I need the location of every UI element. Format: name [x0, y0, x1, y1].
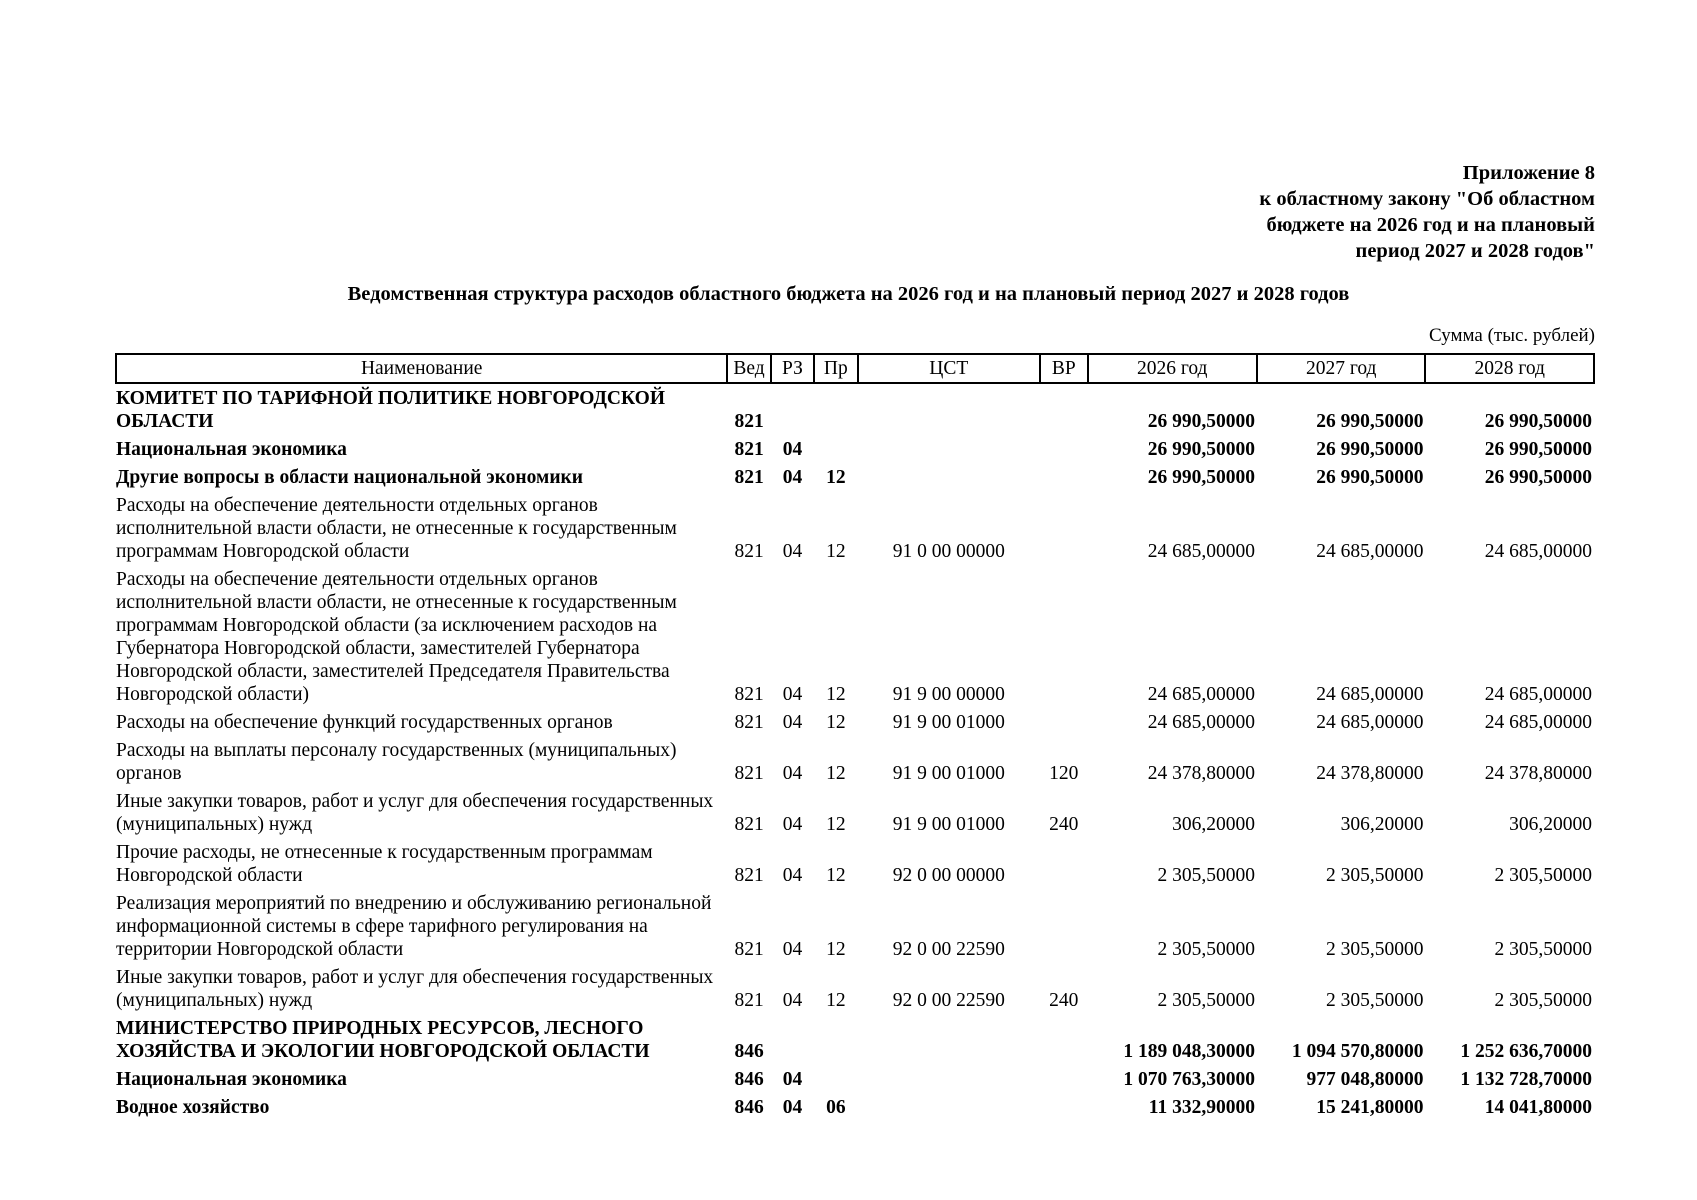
cell-vr: 240 — [1049, 990, 1079, 1011]
cell-rz: 04 — [782, 712, 803, 733]
unit-label: Сумма (тыс. рублей) — [1429, 325, 1595, 346]
cell-vr — [1040, 708, 1087, 736]
cell-pr: 12 — [826, 814, 846, 835]
cell-vr — [1040, 1014, 1087, 1065]
cell-rz: 04 — [782, 1097, 803, 1118]
cell-name: Расходы на выплаты персоналу государственных (муниципальных) органов — [116, 740, 677, 784]
table-row — [116, 491, 1594, 565]
cell-2028: 1 252 636,70000 — [1460, 1041, 1592, 1062]
cell-name: Расходы на обеспечение деятельности отдельных органов исполнительной власти области, не отнесенные к государственным программам Новгородской области — [116, 495, 677, 562]
cell-name: Расходы на обеспечение деятельности отдельных органов исполнительной власти области, не отнесенные к государственным программам Новгородской области (за исключением расходов на Губернатора Новгородской области, заместителей Губернатора Новгородской области, заместителей Председателя Правительства Новгородской области) — [116, 569, 677, 705]
table-row — [116, 708, 1594, 736]
cell-rz: 04 — [782, 814, 803, 835]
cell-rz: 04 — [782, 990, 803, 1011]
cell-2026: 2 305,50000 — [1157, 939, 1255, 960]
cell-cst: 91 9 00 00000 — [892, 684, 1005, 705]
cell-cst: 92 0 00 22590 — [892, 990, 1005, 1011]
cell-ved: 846 — [734, 1097, 764, 1118]
cell-pr: 12 — [826, 990, 846, 1011]
appendix-line-2: к областному закону "Об областном — [1259, 188, 1595, 210]
cell-2028: 26 990,50000 — [1484, 439, 1592, 460]
col-header-name: Наименование — [116, 354, 727, 383]
cell-rz: 04 — [782, 467, 803, 488]
cell-2026: 24 378,80000 — [1147, 763, 1255, 784]
cell-2027: 1 094 570,80000 — [1291, 1041, 1424, 1062]
cell-2026: 2 305,50000 — [1157, 990, 1255, 1011]
table-row — [116, 383, 1594, 435]
cell-2027: 15 241,80000 — [1316, 1097, 1424, 1118]
table-row — [116, 1093, 1594, 1121]
cell-rz: 04 — [782, 541, 803, 562]
cell-rz: 04 — [782, 1069, 803, 1090]
cell-2027: 24 685,00000 — [1316, 712, 1424, 733]
cell-cst — [858, 435, 1041, 463]
cell-pr: 06 — [826, 1097, 846, 1118]
cell-2027: 26 990,50000 — [1316, 467, 1424, 488]
cell-ved: 821 — [734, 814, 764, 835]
col-header-pr: Пр — [814, 354, 857, 383]
table-row — [116, 565, 1594, 708]
cell-vr — [1040, 1093, 1087, 1121]
cell-2027: 306,20000 — [1340, 814, 1424, 835]
cell-name: Реализация мероприятий по внедрению и обслуживанию региональной информационной системы в сфере тарифного регулирования на территории Новгородской области — [116, 893, 712, 960]
cell-rz: 04 — [782, 439, 803, 460]
cell-ved: 821 — [734, 939, 764, 960]
cell-ved: 821 — [734, 712, 764, 733]
col-header-rz: РЗ — [771, 354, 814, 383]
cell-cst: 91 9 00 01000 — [892, 712, 1005, 733]
cell-2026: 1 070 763,30000 — [1123, 1069, 1255, 1090]
cell-2028: 1 132 728,70000 — [1460, 1069, 1592, 1090]
table-row — [116, 1065, 1594, 1093]
cell-rz: 04 — [782, 865, 803, 886]
cell-rz: 04 — [782, 939, 803, 960]
cell-cst: 92 0 00 22590 — [892, 939, 1005, 960]
cell-name: КОМИТЕТ ПО ТАРИФНОЙ ПОЛИТИКЕ НОВГОРОДСКОЙ ОБЛАСТИ — [116, 388, 665, 432]
cell-2028: 24 685,00000 — [1484, 684, 1592, 705]
cell-pr: 12 — [826, 684, 846, 705]
col-header-2028: 2028 год — [1425, 354, 1594, 383]
cell-2027: 977 048,80000 — [1306, 1069, 1424, 1090]
cell-rz — [771, 383, 814, 435]
cell-vr — [1040, 435, 1087, 463]
cell-2026: 11 332,90000 — [1148, 1097, 1255, 1118]
cell-pr: 12 — [826, 865, 846, 886]
cell-2028: 2 305,50000 — [1494, 865, 1592, 886]
cell-cst: 91 9 00 01000 — [892, 814, 1005, 835]
cell-2026: 24 685,00000 — [1147, 541, 1255, 562]
cell-name: Другие вопросы в области национальной экономики — [116, 467, 584, 488]
cell-name: Иные закупки товаров, работ и услуг для обеспечения государственных (муниципальных) нужд — [116, 791, 714, 835]
appendix-line-4: период 2027 и 2028 годов" — [1355, 240, 1595, 262]
table-row — [116, 963, 1594, 1014]
table-row — [116, 736, 1594, 787]
cell-cst — [858, 1065, 1041, 1093]
cell-name: Иные закупки товаров, работ и услуг для обеспечения государственных (муниципальных) нужд — [116, 967, 714, 1011]
cell-ved: 821 — [734, 411, 764, 432]
table-header-row — [116, 354, 1594, 383]
cell-rz — [771, 1014, 814, 1065]
cell-cst — [858, 1014, 1041, 1065]
cell-pr: 12 — [826, 939, 846, 960]
table-row — [116, 787, 1594, 838]
cell-2026: 26 990,50000 — [1147, 411, 1255, 432]
cell-2026: 26 990,50000 — [1147, 439, 1255, 460]
cell-2028: 24 685,00000 — [1484, 541, 1592, 562]
table-row — [116, 1014, 1594, 1065]
appendix-note — [1075, 160, 1595, 264]
cell-cst: 91 0 00 00000 — [892, 541, 1005, 562]
cell-2027: 2 305,50000 — [1325, 990, 1424, 1011]
cell-name: Расходы на обеспечение функций государственных органов — [116, 712, 613, 733]
cell-name: МИНИСТЕРСТВО ПРИРОДНЫХ РЕСУРСОВ, ЛЕСНОГО ХОЗЯЙСТВА И ЭКОЛОГИИ НОВГОРОДСКОЙ ОБЛАСТИ — [116, 1018, 650, 1062]
cell-ved: 821 — [734, 865, 764, 886]
cell-2027: 26 990,50000 — [1316, 439, 1424, 460]
cell-pr: 12 — [826, 712, 846, 733]
cell-vr: 120 — [1049, 763, 1079, 784]
cell-ved: 821 — [734, 990, 764, 1011]
cell-name: Национальная экономика — [116, 1069, 347, 1090]
cell-pr — [814, 1065, 857, 1093]
col-header-cst: ЦСТ — [858, 354, 1041, 383]
cell-pr: 12 — [826, 541, 846, 562]
cell-pr — [814, 435, 857, 463]
cell-2027: 24 685,00000 — [1316, 541, 1424, 562]
cell-2028: 26 990,50000 — [1484, 411, 1592, 432]
cell-2026: 24 685,00000 — [1147, 684, 1255, 705]
cell-2028: 2 305,50000 — [1494, 939, 1592, 960]
cell-ved: 821 — [734, 439, 764, 460]
cell-cst — [858, 1093, 1041, 1121]
cell-2028: 26 990,50000 — [1484, 467, 1592, 488]
appendix-line-1: Приложение 8 — [1462, 162, 1595, 184]
cell-2026: 2 305,50000 — [1157, 865, 1255, 886]
cell-vr — [1040, 838, 1087, 889]
cell-2028: 306,20000 — [1509, 814, 1592, 835]
cell-ved: 821 — [734, 684, 764, 705]
cell-rz: 04 — [782, 763, 803, 784]
table-row — [116, 435, 1594, 463]
cell-cst — [858, 463, 1041, 491]
col-header-2027: 2027 год — [1257, 354, 1425, 383]
cell-pr — [814, 383, 857, 435]
cell-2027: 26 990,50000 — [1316, 411, 1424, 432]
budget-table — [115, 353, 1595, 1121]
appendix-line-3: бюджете на 2026 год и на плановый — [1266, 214, 1595, 236]
cell-vr — [1040, 1065, 1087, 1093]
cell-cst: 92 0 00 00000 — [892, 865, 1005, 886]
cell-ved: 821 — [734, 763, 764, 784]
table-row — [116, 889, 1594, 963]
cell-2027: 24 378,80000 — [1316, 763, 1424, 784]
cell-pr — [814, 1014, 857, 1065]
cell-name: Национальная экономика — [116, 439, 347, 460]
cell-vr — [1040, 383, 1087, 435]
cell-2026: 24 685,00000 — [1147, 712, 1255, 733]
cell-ved: 821 — [734, 467, 764, 488]
cell-vr — [1040, 565, 1087, 708]
cell-ved: 846 — [734, 1041, 764, 1062]
table-row — [116, 838, 1594, 889]
col-header-ved: Вед — [727, 354, 770, 383]
cell-2027: 2 305,50000 — [1325, 865, 1424, 886]
cell-vr: 240 — [1049, 814, 1079, 835]
col-header-vr: ВР — [1040, 354, 1087, 383]
cell-2026: 1 189 048,30000 — [1123, 1041, 1255, 1062]
cell-cst: 91 9 00 01000 — [892, 763, 1005, 784]
cell-2028: 2 305,50000 — [1494, 990, 1592, 1011]
cell-vr — [1040, 491, 1087, 565]
document-title: Ведомственная структура расходов областного бюджета на 2026 год и на плановый период 2027 и 2028 годов — [347, 283, 1350, 305]
table-row — [116, 463, 1594, 491]
cell-pr: 12 — [826, 467, 846, 488]
cell-ved: 846 — [734, 1069, 764, 1090]
cell-pr: 12 — [826, 763, 846, 784]
cell-ved: 821 — [734, 541, 764, 562]
cell-name: Водное хозяйство — [116, 1097, 270, 1118]
cell-2028: 24 685,00000 — [1484, 712, 1592, 733]
cell-vr — [1040, 889, 1087, 963]
cell-2028: 14 041,80000 — [1484, 1097, 1592, 1118]
cell-name: Прочие расходы, не отнесенные к государственным программам Новгородской области — [116, 842, 653, 886]
cell-2028: 24 378,80000 — [1484, 763, 1592, 784]
cell-vr — [1040, 463, 1087, 491]
col-header-2026: 2026 год — [1088, 354, 1257, 383]
cell-rz: 04 — [782, 684, 803, 705]
cell-2027: 24 685,00000 — [1316, 684, 1424, 705]
cell-2027: 2 305,50000 — [1325, 939, 1424, 960]
cell-2026: 306,20000 — [1172, 814, 1255, 835]
cell-2026: 26 990,50000 — [1147, 467, 1255, 488]
cell-cst — [858, 383, 1041, 435]
